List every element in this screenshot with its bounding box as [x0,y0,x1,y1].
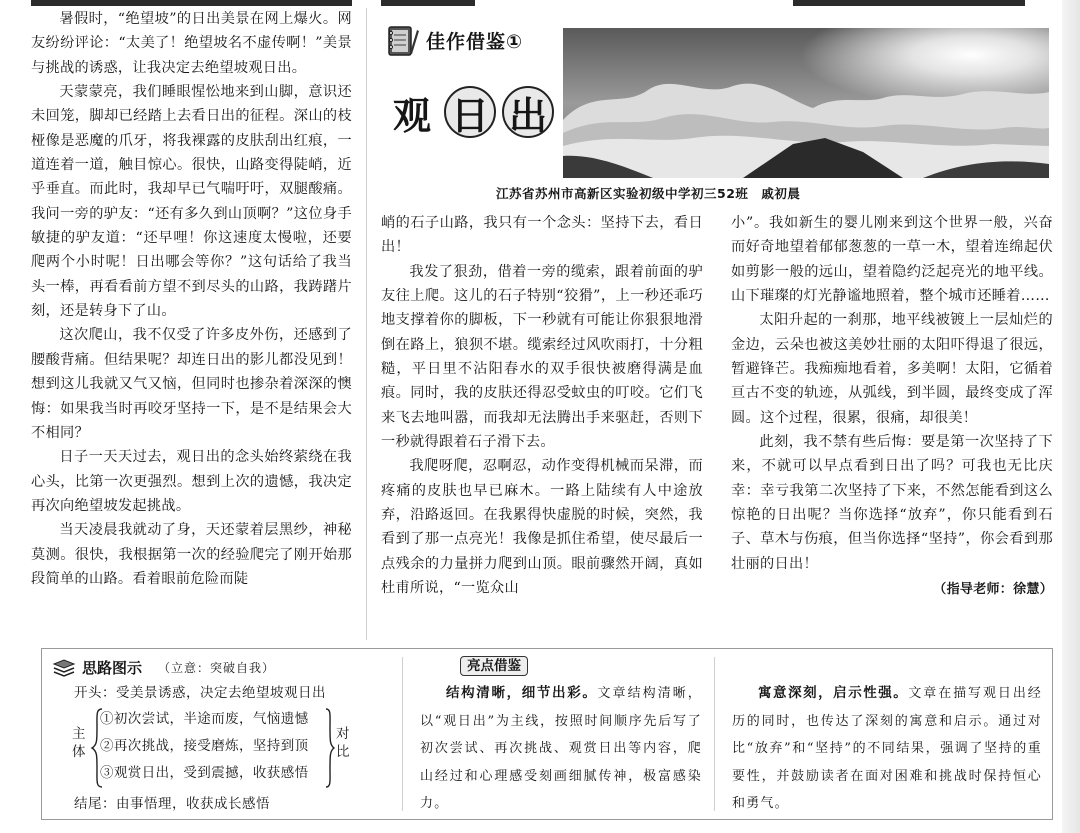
article-column-2 [381,211,703,643]
page-top-strip [381,0,475,6]
right-brace-icon [324,707,336,789]
mindmap-branch: ②再次挑战，接受磨炼，坚持到顶 [100,738,309,754]
notebook-pen-icon [386,22,420,58]
mindmap-header [52,657,275,678]
teacher-credit: （指导老师：徐慧） [933,582,1053,598]
sunrise-photo [563,28,1049,178]
section-header [386,20,523,60]
analysis-box [41,648,1053,820]
mindmap-contrast-label: 对比 [336,726,350,760]
mindmap-main-label: 主体 [72,726,86,760]
mindmap-branch: ③观赏日出，受到震撼，收获感悟 [100,765,309,781]
paragraph: 太阳升起的一刹那，地平线被镀上一层灿烂的金边，云朵也被这美妙壮丽的太阳吓得退了很远，暂避锋芒。我痴痴地看着，多美啊！太阳，它循着亘古不变的轨迹，从弧线，到半圆，最终变成了浑圆。这个过程，很累，很痛，却很美！ [731,312,1053,426]
page-top-strip [793,0,1025,6]
mindmap-title: 思路图示 [82,659,143,677]
paragraph: 天蒙蒙亮，我们睡眼惺忪地来到山脚，意识还未回笼，脚却已经踏上去看日出的征程。深山的枝桠像是恶魔的爪牙，将我裸露的皮肤刮出红痕，一道连着一道，触目惊心。很快，山路变得陡峭，近乎垂直。而此时，我却早已气喘吁吁，双腿酸痛。我问一旁的驴友：“还有多久到山顶啊？”这位身手敏捷的驴友道：“还早哩！你这速度太慢啦，还要爬两个小时呢！日出哪会等你？”这句话给了我当头一棒，再看看前方望不到尽头的山路，我踌躇片刻，还是转身下了山。 [31,84,352,320]
mindmap-branch: ①初次尝试，半途而废，气恼遗憾 [100,711,309,727]
mindmap-ending: 结尾：由事悟理，收获成长感悟 [74,796,270,812]
article-column-3 [731,211,1053,643]
paragraph: 我发了狠劲，借着一旁的缆索，跟着前面的驴友往上爬。这儿的石子特别“狡猾”，上一秒还乖巧地支撑着你的脚板，下一秒就有可能让你狠狠地滑倒在路上，狼狈不堪。缆索经过风吹雨打，十分粗糙，平日里不沾阳春水的双手很快被磨得满是血痕。同时，我的皮肤还得忍受蚊虫的叮咬。它们飞来飞去地叫嚣，而我却无法腾出手来驱赶，否则下一秒就得跟着石子滑下去。 [381,263,703,451]
paragraph: 此刻，我不禁有些后悔：要是第一次坚持了下来，不就可以早点看到日出了吗？可我也无比庆幸：幸亏我第二次坚持了下来，不然怎能看到这么惊艳的日出呢？当你选择“放弃”，你只能看到石子、草木与伤痕，但当你选择“坚持”，你会看到那壮丽的日出！ [731,434,1053,572]
article-title [386,86,560,138]
column-divider [366,8,367,640]
title-char: 观 [392,92,431,138]
paragraph: 当天凌晨我就动了身，天还蒙着层黑纱，神秘莫测。很快，我根据第一次的经验爬完了刚开始那段简单的山路。看着眼前危险而陡 [31,522,352,587]
highlight-structure [420,680,702,818]
paragraph: 小”。我如新生的婴儿刚来到这个世界一般，兴奋而好奇地望着郁郁葱葱的一草一木，望着连绵起伏如剪影一般的远山，望着隐约泛起亮光的地平线。山下璀璨的灯光静谧地照着，整个城市还睡着…… [731,215,1053,305]
highlight-meaning [732,680,1042,818]
highlight-text: 文章结构清晰，以“观日出”为主线，按照时间顺序先后写了初次尝试、再次挑战、观赏日出等内容，爬山经过和心理感受刻画细腻传神，极富感染力。 [420,686,702,811]
mindmap-opening: 开头：受美景诱惑，决定去绝望坡观日出 [74,685,326,701]
mindmap-subtitle: （立意：突破自我） [158,661,276,675]
title-char: 日 [444,86,496,138]
highlight-lead: 寓意深刻，启示性强。 [758,685,909,701]
article-column-1 [31,7,352,643]
highlight-text: 文章在描写观日出经历的同时，也传达了深刻的寓意和启示。通过对比“放弃”和“坚持”的不同结果，强调了坚持的重要性，并鼓励读者在面对困难和挑战时保持恒心和勇气。 [732,686,1042,811]
title-char: 出 [502,86,554,138]
highlight-lead: 结构清晰，细节出彩。 [446,685,598,701]
paragraph: 峭的石子山路，我只有一个念头：坚持下去，看日出！ [381,215,703,256]
box-divider [714,657,715,811]
paragraph: 这次爬山，我不仅受了许多皮外伤，还感到了腰酸背痛。但结果呢？却连日出的影儿都没见到！想到这儿我就又气又恼，但同时也掺杂着深深的懊悔：如果我当时再咬牙坚持一下，是不是结果会大不相同？ [31,327,352,441]
book-stack-icon [52,659,76,677]
author-byline: 江苏省苏州市高新区实验初级中学初三52班 戚初晨 [496,186,801,201]
paragraph: 我爬呀爬，忍啊忍，动作变得机械而呆滞，而疼痛的皮肤也早已麻木。一路上陆续有人中途放弃，沿路返回。在我累得快虚脱的时候，突然，我看到了那一点亮光！我像是抓住希望，使尽最后一点残余的力量拼力爬到山顶。眼前骤然开阔，真如杜甫所说，“一览众山 [381,458,703,597]
section-title: 佳作借鉴① [426,30,524,53]
paragraph: 日子一天天过去，观日出的念头始终萦绕在我心头，比第一次更强烈。想到上次的遗憾，我决定再次向绝望坡发起挑战。 [31,449,352,514]
page-edge [1062,0,1080,833]
paragraph: 暑假时，“绝望坡”的日出美景在网上爆火。网友纷纷评论：“太美了！绝望坡名不虚传啊！”美景与挑战的诱惑，让我决定去绝望坡观日出。 [31,11,352,76]
box-divider [402,657,403,811]
page-top-strip [31,0,352,6]
highlights-tag: 亮点借鉴 [460,656,528,676]
